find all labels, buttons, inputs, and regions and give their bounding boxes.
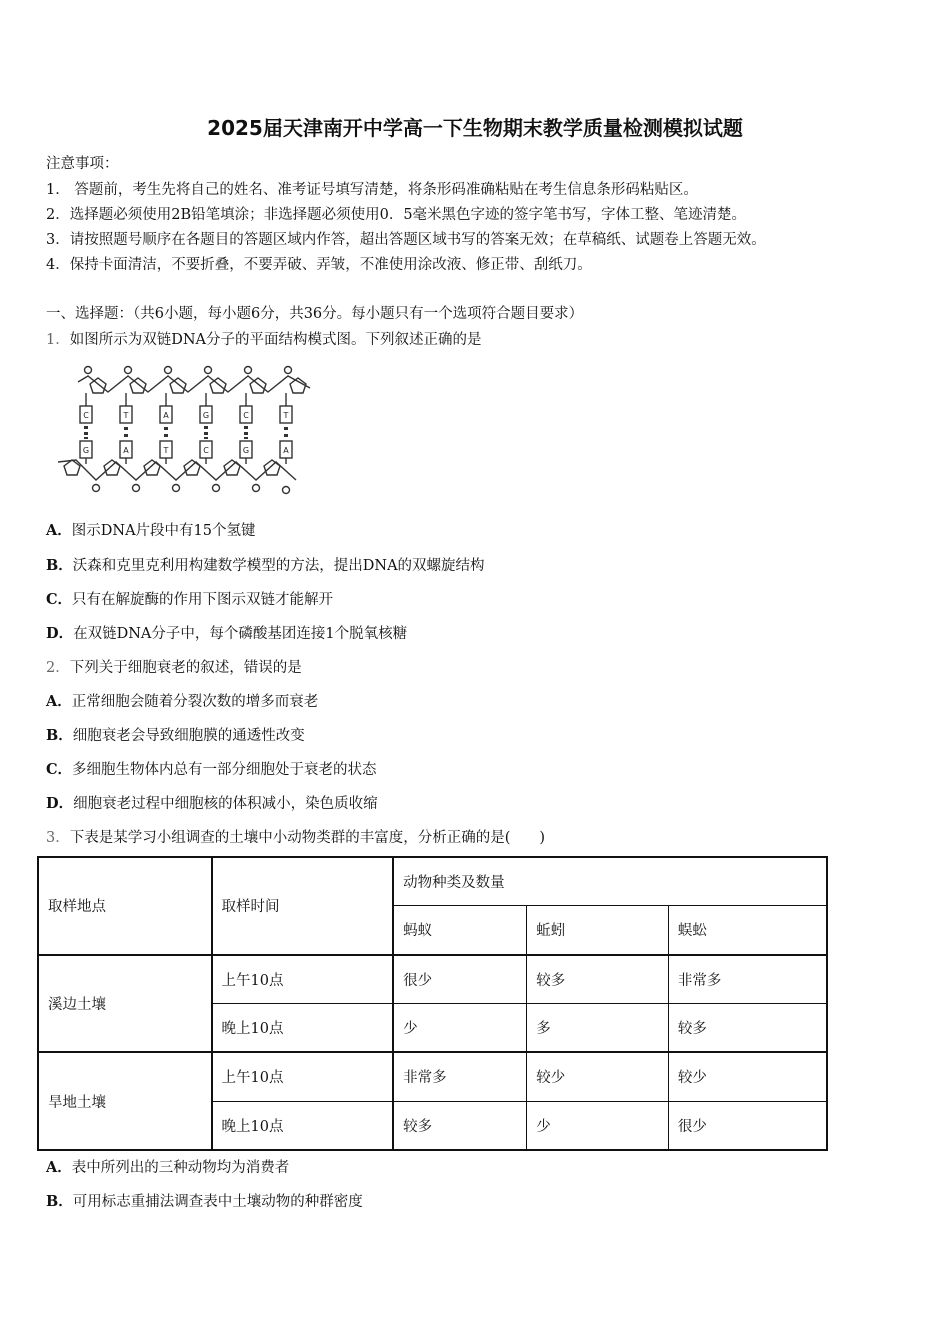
table-cell: 少	[393, 1003, 527, 1052]
question-text: 如图所示为双链DNA分子的平面结构模式图。下列叙述正确的是	[69, 332, 482, 348]
option-d: D．在双链DNA分子中，每个磷酸基团连接1个脱氧核糖	[46, 625, 408, 642]
deoxyribose-pentagon	[144, 460, 160, 475]
header-animals: 动物种类及数量	[393, 857, 827, 906]
base-label: T	[283, 411, 289, 420]
time-cell: 晚上10点	[212, 1101, 394, 1150]
phosphate-circle	[253, 485, 260, 492]
question-3-stem: 3．下表是某学习小组调查的土壤中小动物类群的丰富度，分析正确的是( )	[46, 830, 546, 846]
base-label: G	[202, 411, 210, 420]
phosphate-circle	[283, 487, 290, 494]
deoxyribose-pentagon	[290, 378, 306, 393]
table-cell: 少	[527, 1101, 669, 1150]
option-d: D．细胞衰老过程中细胞核的体积减小，染色质收缩	[46, 795, 378, 812]
base-label: G	[82, 446, 90, 455]
base-label: T	[123, 411, 129, 420]
base-label: A	[163, 411, 169, 420]
section-heading: 一、选择题：（共6小题，每小题6分，共36分。每小题只有一个选项符合题目要求）	[46, 306, 584, 322]
site-cell: 溪边土壤	[38, 955, 212, 1053]
option-c: C．只有在解旋酶的作用下图示双链才能解开	[46, 591, 334, 608]
header-site: 取样地点	[38, 857, 212, 955]
option-a: A．图示DNA片段中有15个氢键	[46, 522, 256, 539]
time-cell: 晚上10点	[212, 1003, 394, 1052]
phosphate-circle	[165, 367, 172, 374]
option-b: B．细胞衰老会导致细胞膜的通透性改变	[46, 727, 305, 744]
deoxyribose-pentagon	[184, 460, 200, 475]
question-2-stem: 2．下列关于细胞衰老的叙述，错误的是	[46, 660, 302, 676]
base-label: C	[203, 446, 209, 455]
table-cell: 多	[527, 1003, 669, 1052]
page-title: 2025届天津南开中学高一下生物期末教学质量检测模拟试题	[207, 116, 743, 140]
question-1-stem	[46, 328, 482, 349]
option-b: B．可用标志重捕法调查表中土壤动物的种群密度	[46, 1193, 363, 1210]
table-cell: 很少	[393, 955, 527, 1004]
notice-heading: 注意事项：	[46, 156, 119, 172]
base-label: C	[83, 411, 89, 420]
time-cell: 上午10点	[212, 1052, 394, 1101]
table-cell: 非常多	[393, 1052, 527, 1101]
header-animal-1: 蚂蚁	[393, 906, 527, 955]
table-cell: 较少	[668, 1052, 827, 1101]
base-label: G	[242, 446, 250, 455]
deoxyribose-pentagon	[224, 460, 240, 475]
option-b: B．沃森和克里克利用构建数学模型的方法，提出DNA的双螺旋结构	[46, 557, 485, 574]
phosphate-circle	[245, 367, 252, 374]
table-cell: 很少	[668, 1101, 827, 1150]
base-label: T	[163, 446, 169, 455]
phosphate-circle	[93, 485, 100, 492]
phosphate-circle	[285, 367, 292, 374]
table-cell: 较多	[527, 955, 669, 1004]
notice-item-4: 4．保持卡面清洁，不要折叠，不要弄破、弄皱，不准使用涂改液、修正带、刮纸刀。	[46, 257, 592, 273]
header-animal-3: 蜈蚣	[668, 906, 827, 955]
deoxyribose-pentagon	[264, 460, 280, 475]
phosphate-circle	[85, 367, 92, 374]
table-cell: 较少	[527, 1052, 669, 1101]
header-time: 取样时间	[212, 857, 394, 955]
table-cell: 非常多	[668, 955, 827, 1004]
base-label: A	[123, 446, 129, 455]
phosphate-circle	[173, 485, 180, 492]
bottom-backbone	[58, 460, 296, 480]
phosphate-circle	[133, 485, 140, 492]
option-c: C．多细胞生物体内总有一部分细胞处于衰老的状态	[46, 761, 377, 778]
dna-structure-diagram	[48, 362, 324, 498]
base-label: C	[243, 411, 249, 420]
time-cell: 上午10点	[212, 955, 394, 1004]
notice-item-1: 1． 答题前，考生先将自己的姓名、准考证号填写清楚，将条形码准确粘贴在考生信息条形码粘贴区。	[46, 182, 698, 198]
table-cell: 较多	[668, 1003, 827, 1052]
site-cell: 旱地土壤	[38, 1052, 212, 1150]
notice-item-3: 3．请按照题号顺序在各题目的答题区域内作答，超出答题区域书写的答案无效；在草稿纸、试题卷上答题无效。	[46, 232, 766, 248]
notice-item-2: 2．选择题必须使用2B铅笔填涂；非选择题必须使用0．5毫米黑色字迹的签字笔书写，字体工整、笔迹清楚。	[46, 207, 747, 223]
phosphate-circle	[205, 367, 212, 374]
deoxyribose-pentagon	[104, 460, 120, 475]
option-a: A．正常细胞会随着分裂次数的增多而衰老	[46, 693, 319, 710]
table-cell: 较多	[393, 1101, 527, 1150]
option-a: A．表中所列出的三种动物均为消费者	[46, 1159, 290, 1176]
base-label: A	[283, 446, 289, 455]
phosphate-circle	[125, 367, 132, 374]
header-animal-2: 蚯蚓	[527, 906, 669, 955]
question-number: 1．	[46, 332, 70, 348]
soil-animal-table	[37, 856, 828, 1151]
top-backbone	[78, 376, 310, 392]
phosphate-circle	[213, 485, 220, 492]
